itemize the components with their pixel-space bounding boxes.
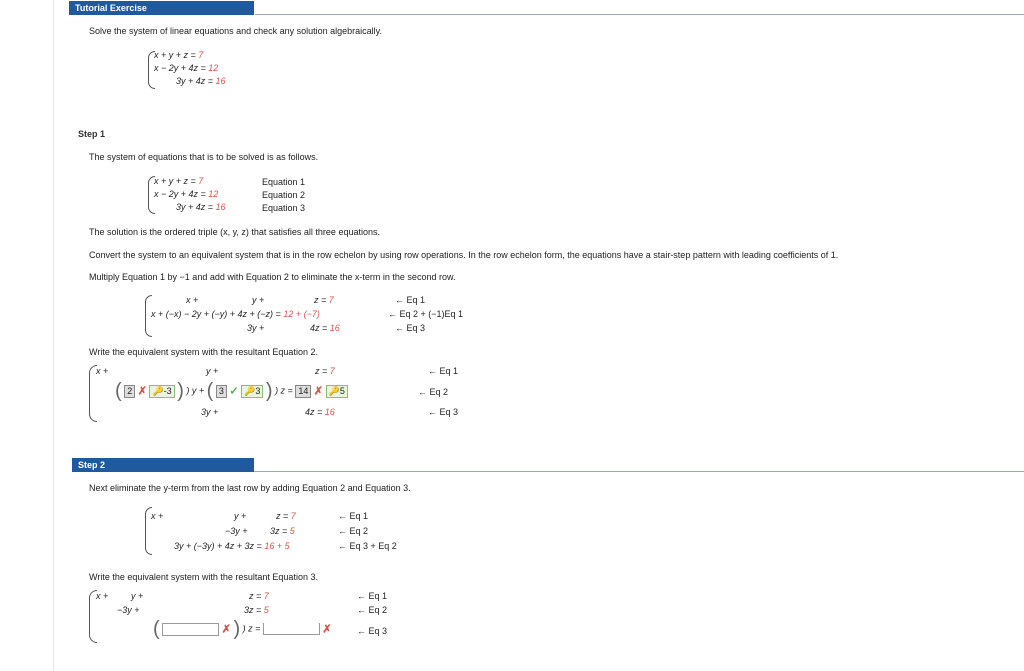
incorrect-icon: ✗ [137, 385, 147, 398]
step2-label: Step 2 [78, 460, 106, 470]
key-icon: 🔑 [244, 385, 256, 396]
res3-y: 3y + [201, 407, 219, 417]
tutorial-header [69, 1, 254, 15]
solution-text: The solution is the ordered triple (x, y, z) that satisfies all three equations. [89, 227, 380, 237]
s2op1-tag: ← Eq 1 [338, 511, 369, 521]
s2res2-y: −3y + [117, 605, 140, 615]
correct-icon: ✓ [229, 385, 239, 398]
op2-tag: ← Eq 2 + (−1)Eq 1 [388, 309, 464, 319]
close-paren: ) [265, 380, 273, 402]
s2op2-z: 3z = 5 [270, 526, 295, 536]
tutorial-title: Tutorial Exercise [75, 3, 147, 13]
step1-eq2-tag: Equation 2 [262, 190, 306, 200]
s2res3-row [153, 619, 332, 639]
res2-row [115, 381, 348, 401]
incorrect-icon: ✗ [322, 623, 332, 636]
step1-eq3-tag: Equation 3 [262, 203, 306, 213]
open-paren: ( [115, 380, 122, 402]
op3-z: 4z = 16 [310, 323, 340, 333]
content-frame-border [53, 0, 54, 671]
op1-y: y + [252, 295, 265, 305]
s2op1-y: y + [234, 511, 247, 521]
convert-text: Convert the system to an equivalent system that is in the row echelon by using row operations. In the row echelon form, the equations have a stair-step pattern with leading coefficients of 1. [89, 250, 839, 260]
answer-rhs-input[interactable] [263, 623, 320, 635]
s2res1-x: x + [96, 591, 109, 601]
step1-label: Step 1 [78, 129, 106, 139]
op1-x: x + [186, 295, 199, 305]
multiply-text: Multiply Equation 1 by −1 and add with Equation 2 to eliminate the x-term in the second row. [89, 272, 456, 282]
incorrect-icon: ✗ [221, 623, 231, 636]
s2res1-z: z = 7 [249, 591, 269, 601]
write-text-2: Write the equivalent system with the resultant Equation 3. [89, 572, 318, 582]
header-rule [255, 14, 1024, 15]
res3-tag: ← Eq 3 [428, 407, 459, 417]
op3-tag: ← Eq 3 [395, 323, 426, 333]
key-icon: 🔑 [328, 385, 340, 396]
close-paren: ) [233, 618, 241, 640]
step1-intro: The system of equations that is to be solved is as follows. [89, 152, 319, 162]
answer-key-y-coef: 🔑3 [241, 385, 263, 398]
s2res2-tag: ← Eq 2 [357, 605, 388, 615]
open-paren: ( [206, 380, 214, 402]
open-paren: ( [153, 618, 160, 640]
close-paren: ) [177, 380, 184, 402]
op1-z: z = 7 [314, 295, 334, 305]
res2-z-label: ) z = [275, 385, 293, 396]
problem-eq3: 3y + 4z = 16 [176, 76, 226, 86]
res1-tag: ← Eq 1 [428, 366, 459, 376]
problem-eq2: x − 2y + 4z = 12 [154, 63, 219, 73]
res2-tag: ← Eq 2 [418, 387, 449, 397]
s2op2-y: −3y + [225, 526, 248, 536]
answer-rhs[interactable]: 14 [295, 385, 311, 398]
step1-eq2: x − 2y + 4z = 12 [154, 189, 219, 199]
res1-x: x + [96, 366, 109, 376]
s2res1-tag: ← Eq 1 [357, 591, 388, 601]
answer-y-coef-input[interactable] [162, 623, 219, 636]
answer-key-x-coef: 🔑-3 [149, 385, 174, 398]
problem-instruction: Solve the system of linear equations and check any solution algebraically. [89, 26, 383, 36]
answer-x-coef[interactable]: 2 [124, 385, 135, 398]
step1-eq1: x + y + z = 7 [154, 176, 204, 186]
answer-y-coef[interactable]: 3 [216, 385, 227, 398]
s2res3-z-label: ) z = [242, 623, 261, 634]
res2-y-label: ) y + [186, 385, 205, 396]
s2op1-z: z = 7 [276, 511, 296, 521]
s2res2-z: 3z = 5 [244, 605, 269, 615]
res1-z: z = 7 [315, 366, 335, 376]
problem-eq1: x + y + z = 7 [154, 50, 204, 60]
step1-eq3: 3y + 4z = 16 [176, 202, 226, 212]
res1-y: y + [206, 366, 219, 376]
s2op1-x: x + [151, 511, 164, 521]
s2op2-tag: ← Eq 2 [338, 526, 369, 536]
res3-z: 4z = 16 [305, 407, 335, 417]
write-text-1: Write the equivalent system with the resultant Equation 2. [89, 347, 318, 357]
op1-tag: ← Eq 1 [395, 295, 426, 305]
s2op3-expr: 3y + (−3y) + 4z + 3z = 16 + 5 [174, 541, 290, 551]
key-icon: 🔑 [152, 385, 164, 396]
s2res3-tag: ← Eq 3 [357, 626, 388, 636]
step2-rule [254, 471, 1024, 472]
op3-y: 3y + [247, 323, 265, 333]
op2-expr: x + (−x) − 2y + (−y) + 4z + (−z) = 12 + (−7) [151, 309, 320, 319]
answer-key-rhs: 🔑5 [326, 385, 348, 398]
s2res1-y: y + [131, 591, 144, 601]
step1-eq1-tag: Equation 1 [262, 177, 306, 187]
incorrect-icon: ✗ [313, 385, 324, 398]
step2-intro: Next eliminate the y-term from the last row by adding Equation 2 and Equation 3. [89, 483, 411, 493]
s2op3-tag: ← Eq 3 + Eq 2 [338, 541, 397, 551]
step2-header [72, 458, 254, 472]
